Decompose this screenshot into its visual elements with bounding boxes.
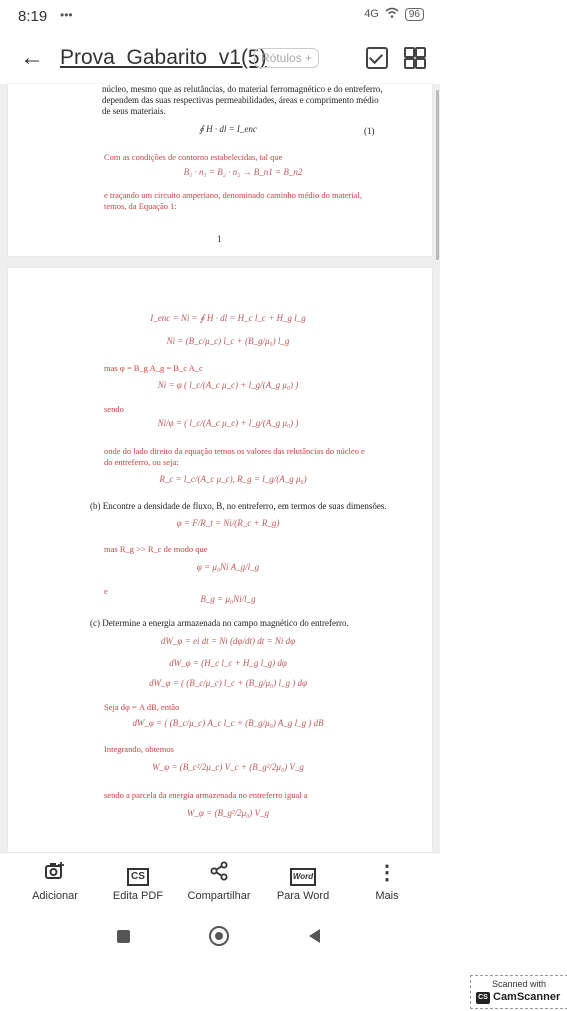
add-camera-icon: [10, 861, 100, 885]
equation: dW_φ = ( (B_c/μ_c) l_c + (B_g/μ₀) l_g ) dφ: [149, 678, 307, 688]
select-checkbox-icon[interactable]: [366, 47, 388, 69]
scrollbar[interactable]: [436, 90, 439, 260]
equation: Ni = φ ( l_c/(A_c μ_c) + l_g/(A_g μ₀) ): [157, 380, 299, 390]
signal-icon: 4G: [364, 8, 379, 20]
recent-apps-icon[interactable]: [117, 930, 130, 943]
equation-number: (1): [364, 126, 375, 136]
equation: W_φ = (B_c²/2μ_c) V_c + (B_g²/2μ₀) V_g: [152, 762, 304, 772]
status-right: [364, 7, 424, 21]
home-icon[interactable]: [209, 926, 229, 946]
system-nav-bar: [0, 914, 440, 960]
equation-1: ∮ H · dl = I_enc: [199, 124, 257, 134]
camscanner-watermark: [470, 975, 567, 1009]
watermark-brand: CamScanner: [493, 991, 561, 1003]
share-icon: [174, 861, 264, 885]
text-line: do entreferro, ou seja:: [104, 457, 179, 467]
equation: Ni = (B_c/μ_c) l_c + (B_g/μ₀) l_g: [166, 336, 290, 346]
document-title[interactable]: Prova_Gabarito_v1(5): [60, 46, 267, 69]
text-line: Seja dφ = A dB, então: [104, 702, 180, 712]
text-line: dependem das suas respectivas permeabilidades, áreas e comprimento médio: [102, 95, 379, 105]
text-line: onde do lado direito da equação temos os valores das relutâncias do núcleo e: [104, 446, 365, 456]
labels-button[interactable]: Rótulos +: [254, 48, 319, 68]
share-button[interactable]: [174, 861, 264, 902]
text-line: temos, da Equação 1:: [104, 201, 177, 211]
document-page-1: [8, 84, 432, 256]
text-line: e traçando um circuito amperiano, denominado caminho médio do material,: [104, 190, 362, 200]
notification-icons: •••: [60, 8, 73, 22]
watermark-text: Scanned with: [491, 979, 547, 989]
battery-icon: 96: [405, 8, 424, 21]
text-line: sendo a parcela da energia armazenada no entreferro igual a: [104, 790, 308, 800]
share-label: Compartilhar: [187, 890, 251, 902]
bottom-toolbar: [0, 852, 440, 915]
equation: dW_φ = (H_c l_c + H_g l_g) dφ: [169, 658, 287, 668]
wifi-icon: [385, 7, 399, 21]
more-label: Mais: [375, 890, 399, 902]
text-line: núcleo, mesmo que as relutâncias, do material ferromagnético e do entreferro,: [102, 84, 383, 94]
text-line: e: [104, 586, 108, 596]
document-page-2: [8, 268, 432, 852]
add-button[interactable]: [10, 861, 100, 902]
back-icon[interactable]: [309, 929, 320, 943]
text-line: sendo: [104, 404, 124, 414]
cs-icon: CS: [93, 861, 183, 885]
grid-view-icon[interactable]: [404, 47, 424, 67]
page1-text: [102, 84, 402, 117]
status-bar: [0, 0, 440, 30]
equation: R_c = l_c/(A_c μ_c), R_g = l_g/(A_g μ₀): [159, 474, 307, 484]
equation: dW_φ = ( (B_c/μ_c) A_c l_c + (B_g/μ₀) A_g l_g ) dB: [132, 718, 324, 728]
text-line: Com as condições de contorno estabelecidas, tal que: [104, 152, 283, 162]
camscanner-logo-icon: CS: [476, 992, 490, 1004]
equation: dW_φ = ei dt = Ni (dφ/dt) dt = Ni dφ: [160, 636, 296, 646]
app-bar: [0, 42, 440, 78]
equation: I_enc = Ni = ∮ H · dl = H_c l_c + H_g l_g: [150, 313, 306, 323]
word-icon: Word: [258, 861, 348, 885]
equation: W_φ = (B_g²/2μ₀) V_g: [186, 808, 270, 818]
more-vertical-icon: ⋮: [377, 862, 397, 884]
text-line: mas R_g >> R_c de modo que: [104, 544, 208, 554]
text-line: mas φ = B_g A_g = B_c A_c: [104, 363, 203, 373]
question-c: (c) Determine a energia armazenada no campo magnético do entreferro.: [90, 618, 349, 628]
equation: φ = F/R_t = Ni/(R_c + R_g): [176, 518, 280, 528]
add-label: Adicionar: [32, 890, 78, 902]
to-word-label: Para Word: [276, 890, 330, 902]
edit-pdf-label: Edita PDF: [112, 890, 164, 902]
more-button[interactable]: [342, 861, 432, 902]
to-word-button[interactable]: [258, 861, 348, 902]
edit-pdf-button[interactable]: [93, 861, 183, 902]
equation: Ni/φ = ( l_c/(A_c μ_c) + l_g/(A_g μ₀) ): [157, 418, 299, 428]
page-number: 1: [217, 234, 222, 244]
question-b: (b) Encontre a densidade de fluxo, B, no entreferro, em termos de suas dimensões.: [90, 501, 387, 511]
text-line: Integrando, obtemos: [104, 744, 174, 754]
back-arrow-icon[interactable]: ←: [20, 44, 44, 71]
equation-boundary: B₁ · n₁ = B₂ · n₂ → B_n1 = B_n2: [183, 167, 303, 177]
equation: φ = μ₀Ni A_g/l_g: [196, 562, 260, 572]
text-line: de seus materiais.: [102, 106, 166, 116]
document-viewer[interactable]: [0, 84, 440, 852]
equation: B_g = μ₀Ni/l_g: [200, 594, 256, 604]
status-time: 8:19: [18, 8, 48, 25]
